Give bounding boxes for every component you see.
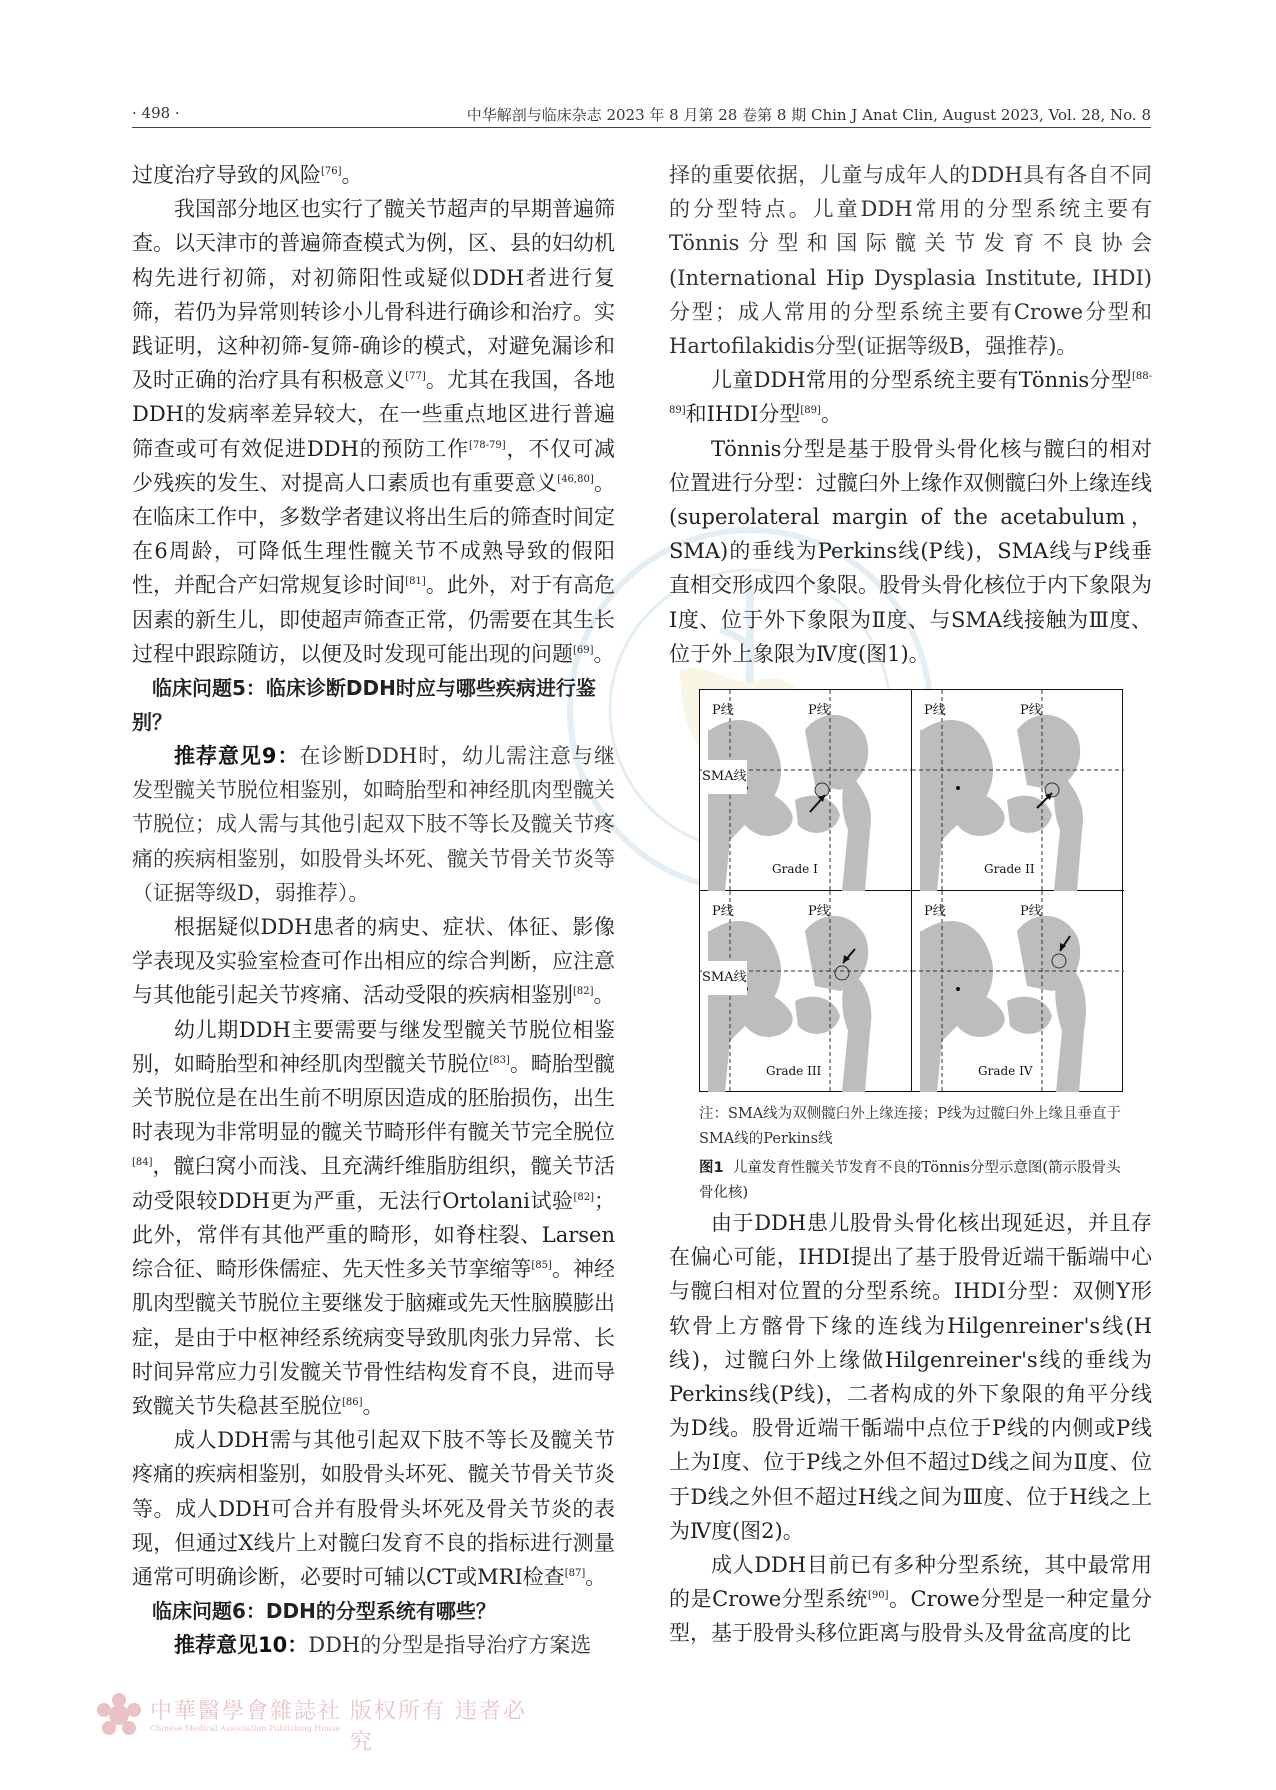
grade-label: Grade II <box>984 861 1035 876</box>
left-column <box>132 158 615 1662</box>
recommendation-9: 推荐意见9：在诊断DDH时，幼儿需注意与继发型髋关节脱位相鉴别，如畸胎型和神经肌肉型髋关节脱位；成人需与其他引起双下肢不等长及髋关节疼痛的疾病相鉴别，如股骨头坏死、髋关节骨关节炎等（证据等级D，弱推荐）。 <box>132 744 615 905</box>
paragraph: 我国部分地区也实行了髋关节超声的早期普遍筛查。以天津市的普遍筛查模式为例，区、县的妇幼机构先进行初筛，对初筛阳性或疑似DDH者进行复筛，若仍为异常则转诊小儿骨科进行确诊和治疗。实践证明，这种初筛-复筛-确诊的模式，对避免漏诊和及时正确的治疗具有积极意义[77]。尤其在我国，各地DDH的发病率差异较大，在一些重点地区进行普遍筛查或可有效促进DDH的预防工作[78-79]，不仅可减少残疾的发生、对提高人口素质也有重要意义[46,80]。在临床工作中，多数学者建议将出生后的筛查时间定在6周龄，可降低生理性髋关节不成熟导致的假阳性，并配合产妇常规复诊时间[81]。此外，对于有高危因素的新生儿，即使超声筛查正常，仍需要在其生长过程中跟踪随访，以便及时发现可能出现的问题[69]。 <box>132 197 616 666</box>
grade-3-panel <box>700 891 912 1092</box>
header-rule <box>132 127 1151 128</box>
right-column <box>669 158 1152 1651</box>
sma-line-label: SMA线 <box>702 961 747 995</box>
figure-caption: 图1 儿童发育性髋关节发育不良的Tönnis分型示意图(箭示股骨头骨化核) <box>699 1160 1121 1202</box>
paragraph: 根据疑似DDH患者的病史、症状、体征、影像学表现及实验室检查可作出相应的综合判断，应注意与其他能引起关节疼痛、活动受限的疾病相鉴别[82]。 <box>132 915 615 1008</box>
paragraph: 由于DDH患儿股骨头骨化核出现延迟，并且存在偏心可能，IHDI提出了基于股骨近端干骺端中心与髋臼相对位置的分型系统。IHDI分型：双侧Y形软骨上方髂骨下缘的连线为Hilgenreiner's线(H线)，过髋臼外上缘做Hilgenreiner's线的垂线为Perkins线(P线)，二者构成的外下象限的角平分线为D线。股骨近端干骺端中点位于P线的内侧或P线上为Ⅰ度、位于P线之外但不超过D线之间为Ⅱ度、位于D线之外但不超过H线之间为Ⅲ度、位于H线之上为Ⅳ度(图2)。 <box>669 1211 1152 1543</box>
p-line-label: P线 <box>1020 703 1042 719</box>
paragraph: 择的重要依据，儿童与成年人的DDH具有各自不同的分型特点。儿童DDH常用的分型系统主要有Tönnis分型和国际髋关节发育不良协会(International Hip Dysplasia Institute, IHDI)分型；成人常用的分型系统主要有Crowe分型和Hartofilakidis分型(证据等级B，强推荐)。 <box>669 163 1152 359</box>
p-line-label: P线 <box>808 703 830 719</box>
journal-info: 中华解剖与临床杂志 2023 年 8 月第 28 卷第 8 期 Chin J Anat Clin, August 2023, Vol. 28, No. 8 <box>466 106 1151 124</box>
grade-label: Grade I <box>772 861 818 876</box>
figure-1-tonnis-diagram <box>699 689 1123 1092</box>
grade-1-panel <box>700 690 912 891</box>
p-line-label: P线 <box>712 904 734 920</box>
grade-4-panel <box>912 891 1124 1092</box>
grade-2-panel <box>912 690 1124 891</box>
grade-label: Grade IV <box>978 1063 1033 1078</box>
publisher-logo-icon <box>94 1692 144 1738</box>
p-line-label: P线 <box>924 904 946 920</box>
p-line-label: P线 <box>1020 904 1042 920</box>
publisher-name-en: Chinese Medical Association Publishing House <box>150 1724 341 1733</box>
p-line-label: P线 <box>808 904 830 920</box>
clinical-question-6: 临床问题6：DDH的分型系统有哪些？ <box>152 1599 496 1624</box>
page-header <box>0 0 1276 130</box>
publisher-watermark <box>90 1690 550 1755</box>
publisher-copyright: 版权所有 违者必究 <box>350 1699 527 1755</box>
figure-note: 注：SMA线为双侧髋臼外上缘连接；P线为过髋臼外上缘且垂直于SMA线的Perkins线 <box>699 1106 1122 1148</box>
paragraph: Tönnis分型是基于股骨头骨化核与髋臼的相对位置进行分型：过髋臼外上缘作双侧髋臼外上缘连线(superolateral margin of the acetabulum，SMA)的垂线为Perkins线(P线)，SMA线与P线垂直相交形成四个象限。股骨头骨化核位于内下象限为Ⅰ度、位于外下象限为Ⅱ度、与SMA线接触为Ⅲ度、位于外上象限为Ⅳ度(图1)。 <box>669 436 1152 666</box>
sma-line-label: SMA线 <box>702 760 747 794</box>
clinical-question-5: 临床问题5：临床诊断DDH时应与哪些疾病进行鉴别？ <box>132 676 596 735</box>
grade-label: Grade III <box>766 1063 822 1078</box>
recommendation-10: 推荐意见10：DDH的分型是指导治疗方案选 <box>174 1633 592 1658</box>
paragraph: 成人DDH目前已有多种分型系统，其中最常用的是Crowe分型系统[90]。Crowe分型是一种定量分型，基于股骨头移位距离与股骨头及骨盆高度的比 <box>669 1553 1153 1646</box>
p-line-label: P线 <box>712 703 734 719</box>
page-number: · 498 · <box>132 104 180 122</box>
paragraph: 幼儿期DDH主要需要与继发型髋关节脱位相鉴别，如畸胎型和神经肌肉型髋关节脱位[83]。畸胎型髋关节脱位是在出生前不明原因造成的胚胎损伤，出生时表现为非常明显的髋关节畸形伴有髋关节完全脱位[84]，髋臼窝小而浅、且充满纤维脂肪组织，髋关节活动受限较DDH更为严重，无法行Ortolani试验[82]；此外，常伴有其他严重的畸形，如脊柱裂、Larsen综合征、畸形侏儒症、先天性多关节挛缩等[85]。神经肌肉型髋关节脱位主要继发于脑瘫或先天性脑膜膨出症，是由于中枢神经系统病变导致肌肉张力异常、长时间异常应力引发髋关节骨性结构发育不良，进而导致髋关节失稳甚至脱位[86]。 <box>132 1017 616 1418</box>
paragraph: 成人DDH需与其他引起双下肢不等长及髋关节疼痛的疾病相鉴别，如股骨头坏死、髋关节骨关节炎等。成人DDH可合并有股骨头坏死及骨关节炎的表现，但通过X线片上对髋臼发育不良的指标进行测量通常可明确诊断，必要时可辅以CT或MRI检查[87]。 <box>132 1428 615 1589</box>
paragraph: 过度治疗导致的风险[76]。 <box>132 163 363 187</box>
p-line-label: P线 <box>924 703 946 719</box>
paragraph: 儿童DDH常用的分型系统主要有Tönnis分型[88-89]和IHDI分型[89]。 <box>669 368 1152 427</box>
publisher-name: 中華醫學會雜誌社 <box>150 1699 343 1724</box>
